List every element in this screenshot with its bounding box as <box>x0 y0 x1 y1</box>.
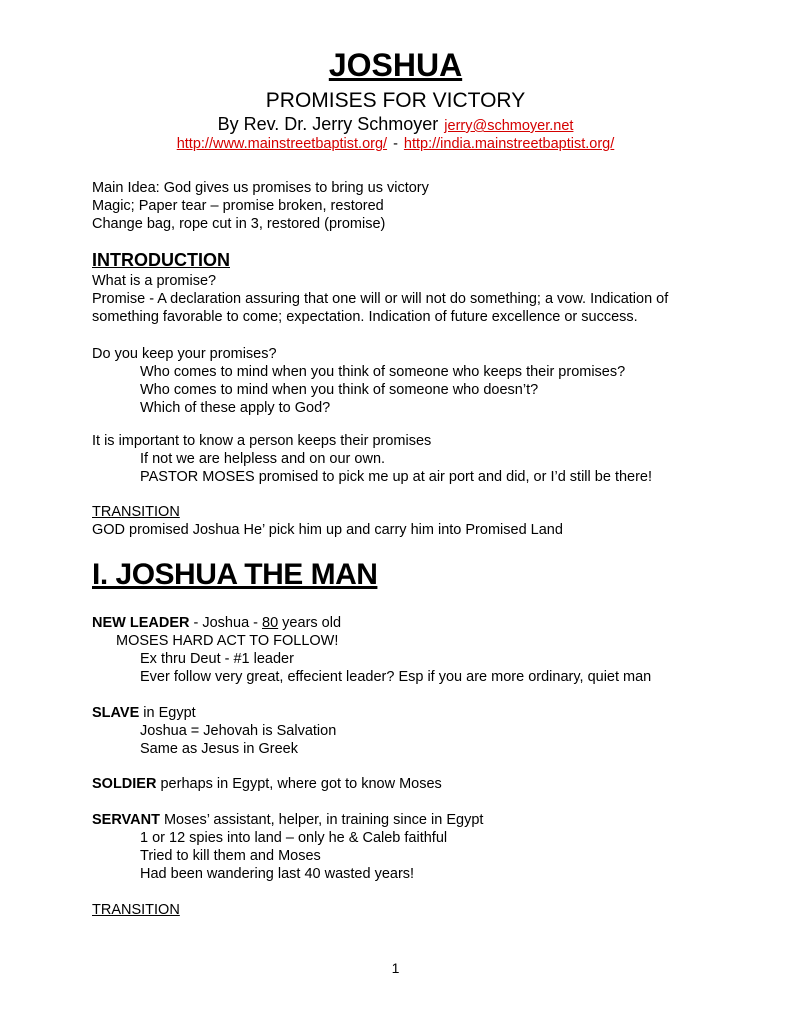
website-link-main[interactable]: http://www.mainstreetbaptist.org/ <box>176 136 388 152</box>
email-link[interactable]: jerry@schmoyer.net <box>444 118 574 134</box>
intro-transition-text: GOD promised Joshua He’ pick him up and carry him into Promised Land <box>92 522 563 538</box>
introduction-heading: INTRODUCTION <box>92 250 230 270</box>
soldier-label: SOLDIER <box>92 776 157 792</box>
servant-line <box>92 811 483 829</box>
servant-sub-3: Had been wandering last 40 wasted years! <box>140 866 415 882</box>
keep-promises-sub-3: Which of these apply to God? <box>140 400 331 416</box>
slave-text: in Egypt <box>139 705 196 721</box>
new-leader-line <box>92 614 341 632</box>
new-leader-text-b: years old <box>278 615 342 631</box>
document-title: JOSHUA <box>328 47 463 83</box>
website-links <box>0 135 791 153</box>
new-leader-label: NEW LEADER <box>92 615 190 631</box>
important-sub-2: PASTOR MOSES promised to pick me up at air port and did, or I’d still be there! <box>140 469 653 485</box>
joshua-age: 80 <box>262 615 279 631</box>
section1-transition-label: TRANSITION <box>92 902 180 918</box>
new-leader-sub-3: Ever follow very great, effecient leader? Esp if you are more ordinary, quiet man <box>140 669 652 685</box>
promise-definition-2: something favorable to come; expectation. Indication of future excellence or success. <box>92 309 638 325</box>
author-name: By Rev. Dr. Jerry Schmoyer <box>217 114 439 134</box>
new-leader-text-a: - Joshua - <box>189 615 263 631</box>
servant-sub-1: 1 or 12 spies into land – only he & Caleb faithful <box>140 830 448 846</box>
page-number: 1 <box>391 960 400 976</box>
keep-promises-sub-2: Who comes to mind when you think of someone who doesn’t? <box>140 382 539 398</box>
section-heading-joshua-the-man: I. JOSHUA THE MAN <box>92 558 378 591</box>
link-separator: - <box>393 136 398 152</box>
main-idea-note: Main Idea: God gives us promises to bring us victory <box>92 180 429 196</box>
change-bag-note: Change bag, rope cut in 3, restored (promise) <box>92 216 386 232</box>
document-subtitle: PROMISES FOR VICTORY <box>265 89 526 112</box>
intro-transition-label: TRANSITION <box>92 504 180 520</box>
slave-line <box>92 704 196 722</box>
author-line <box>0 113 791 137</box>
promise-question: What is a promise? <box>92 273 217 289</box>
servant-label: SERVANT <box>92 812 160 828</box>
slave-sub-2: Same as Jesus in Greek <box>140 741 298 757</box>
soldier-text: perhaps in Egypt, where got to know Moses <box>156 776 442 792</box>
magic-note: Magic; Paper tear – promise broken, restored <box>92 198 384 214</box>
website-link-india[interactable]: http://india.mainstreetbaptist.org/ <box>403 136 615 152</box>
servant-text: Moses’ assistant, helper, in training since in Egypt <box>159 812 484 828</box>
new-leader-sub-2: Ex thru Deut - #1 leader <box>140 651 294 667</box>
keep-promises-question: Do you keep your promises? <box>92 346 277 362</box>
important-sub-1: If not we are helpless and on our own. <box>140 451 386 467</box>
servant-sub-2: Tried to kill them and Moses <box>140 848 321 864</box>
soldier-line <box>92 775 442 793</box>
new-leader-sub-1: MOSES HARD ACT TO FOLLOW! <box>116 633 339 649</box>
slave-sub-1: Joshua = Jehovah is Salvation <box>140 723 337 739</box>
slave-label: SLAVE <box>92 705 140 721</box>
important-statement: It is important to know a person keeps their promises <box>92 433 432 449</box>
promise-definition-1: Promise - A declaration assuring that one will or will not do something; a vow. Indication of <box>92 291 669 307</box>
keep-promises-sub-1: Who comes to mind when you think of someone who keeps their promises? <box>140 364 626 380</box>
